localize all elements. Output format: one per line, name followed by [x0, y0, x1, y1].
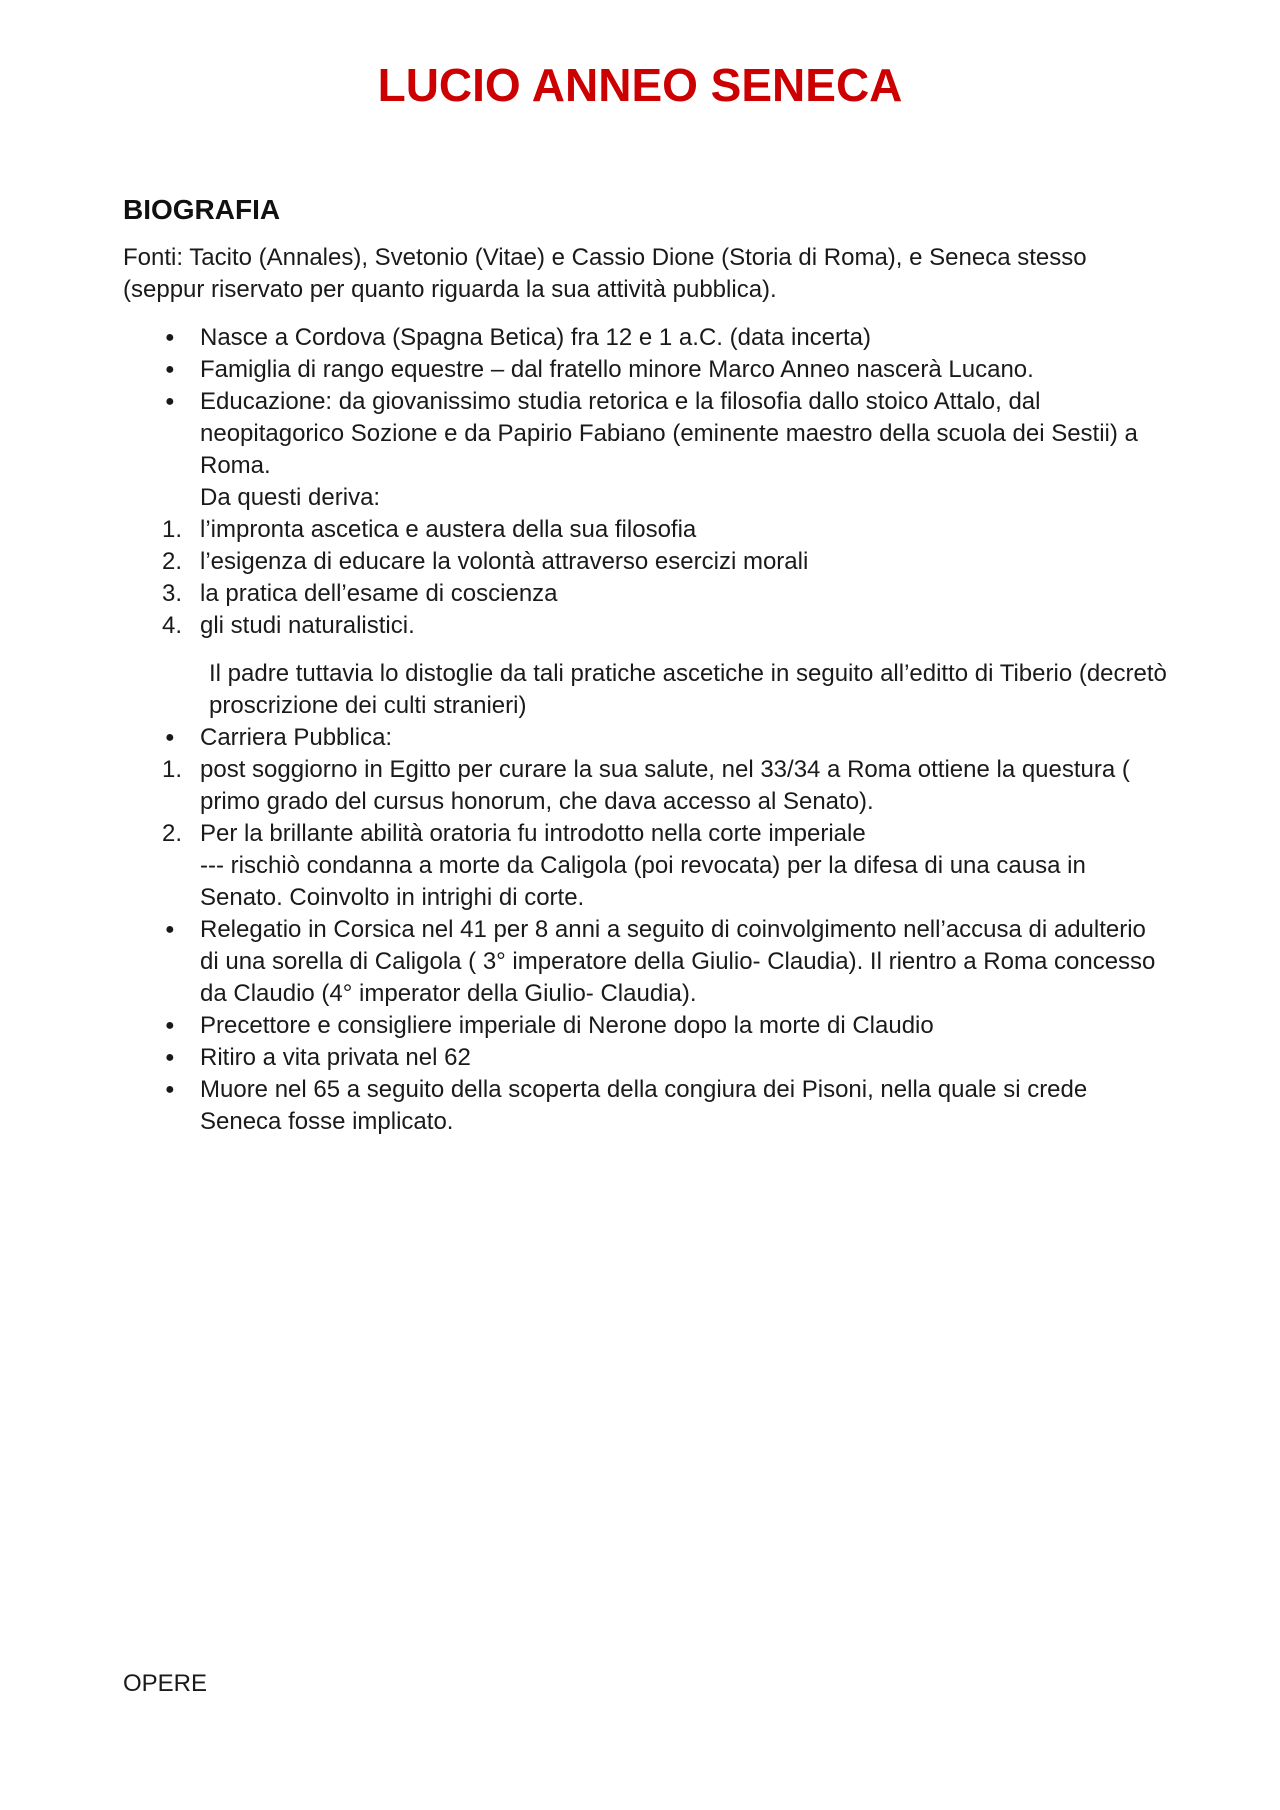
section-heading-biografia: BIOGRAFIA	[123, 194, 281, 225]
bullet-icon: ●	[165, 393, 175, 410]
career-list	[123, 754, 1168, 914]
list-item-text: Ritiro a vita privata nel 62	[200, 1044, 471, 1071]
bullet-icon: ●	[165, 921, 175, 938]
list-item	[123, 386, 1168, 514]
page-title: LUCIO ANNEO SENECA	[377, 59, 903, 111]
list-item	[123, 1042, 1168, 1074]
numbered-item-text: gli studi naturalistici.	[200, 612, 415, 639]
intro-paragraph: Fonti: Tacito (Annales), Svetonio (Vitae) e Cassio Dione (Storia di Roma), e Seneca stesso (seppur riservato per quanto riguarda la sua attività pubblica).	[123, 244, 1087, 303]
numbered-item-text: l’impronta ascetica e austera della sua filosofia	[200, 516, 697, 543]
item-number: 2.	[162, 548, 183, 575]
list-item-text: Relegatio in Corsica nel 41 per 8 anni a seguito di coinvolgimento nell’accusa di adulterio di una sorella di Caligola ( 3° imperatore della Giulio- Claudia). Il rientro a Roma concesso da Claudio (4° imperator della Giulio- Claudia).	[200, 916, 1156, 1007]
numbered-item-text: l’esigenza di educare la volontà attraverso esercizi morali	[200, 548, 809, 575]
note-text: Il padre tuttavia lo distoglie da tali pratiche ascetiche in seguito all’editto di Tiberio (decretò proscrizione dei culti stranieri)	[209, 660, 1167, 719]
bullet-icon: ●	[165, 1049, 175, 1066]
list-item	[123, 1074, 1168, 1138]
list-item-text: Muore nel 65 a seguito della scoperta della congiura dei Pisoni, nella quale si crede Seneca fosse implicato.	[200, 1076, 1088, 1135]
bullet-icon: ●	[165, 1017, 175, 1034]
list-item-text: Precettore e consigliere imperiale di Nerone dopo la morte di Claudio	[200, 1012, 934, 1039]
biography-list-final	[123, 914, 1168, 1138]
list-item-text: Nasce a Cordova (Spagna Betica) fra 12 e 1 a.C. (data incerta)	[200, 324, 872, 351]
list-item	[123, 322, 1168, 354]
list-item-text: Famiglia di rango equestre – dal fratello minore Marco Anneo nascerà Lucano.	[200, 356, 1034, 383]
bullet-icon: ●	[165, 329, 175, 346]
list-item	[123, 722, 1168, 754]
education-derived-list	[123, 514, 1168, 642]
item-number: 1.	[162, 756, 183, 783]
numbered-item	[123, 546, 1168, 578]
numbered-item	[123, 578, 1168, 610]
numbered-item	[123, 514, 1168, 546]
document-content	[123, 192, 1168, 1138]
numbered-item-extra: --- rischiò condanna a morte da Caligola (poi revocata) per la difesa di una causa in Senato. Coinvolto in intrighi di corte.	[200, 852, 1086, 911]
education-note	[123, 658, 1168, 722]
item-number: 4.	[162, 612, 183, 639]
biography-list	[123, 322, 1168, 514]
bullet-icon: ●	[165, 729, 175, 746]
item-number: 3.	[162, 580, 183, 607]
list-item	[123, 354, 1168, 386]
numbered-item-text: post soggiorno in Egitto per curare la sua salute, nel 33/34 a Roma ottiene la questura ( primo grado del cursus honorum, che dava accesso al Senato).	[200, 756, 1130, 815]
bullet-icon: ●	[165, 361, 175, 378]
numbered-item	[123, 818, 1168, 914]
list-item-followup: Da questi deriva:	[200, 484, 381, 511]
numbered-item	[123, 754, 1168, 818]
list-item	[123, 1010, 1168, 1042]
bullet-icon: ●	[165, 1081, 175, 1098]
item-number: 2.	[162, 820, 183, 847]
numbered-item-text: la pratica dell’esame di coscienza	[200, 580, 558, 607]
list-item-text: Carriera Pubblica:	[200, 724, 393, 751]
list-item-text: Educazione: da giovanissimo studia retorica e la filosofia dallo stoico Attalo, dal neopitagorico Sozione e da Papirio Fabiano (eminente maestro della scuola dei Sestii) a Roma.	[200, 388, 1138, 479]
biography-list-continued	[123, 722, 1168, 754]
list-item	[123, 914, 1168, 1010]
next-section-label: OPERE	[123, 1670, 208, 1697]
numbered-item	[123, 610, 1168, 642]
numbered-item-text: Per la brillante abilità oratoria fu introdotto nella corte imperiale	[200, 820, 866, 847]
item-number: 1.	[162, 516, 183, 543]
